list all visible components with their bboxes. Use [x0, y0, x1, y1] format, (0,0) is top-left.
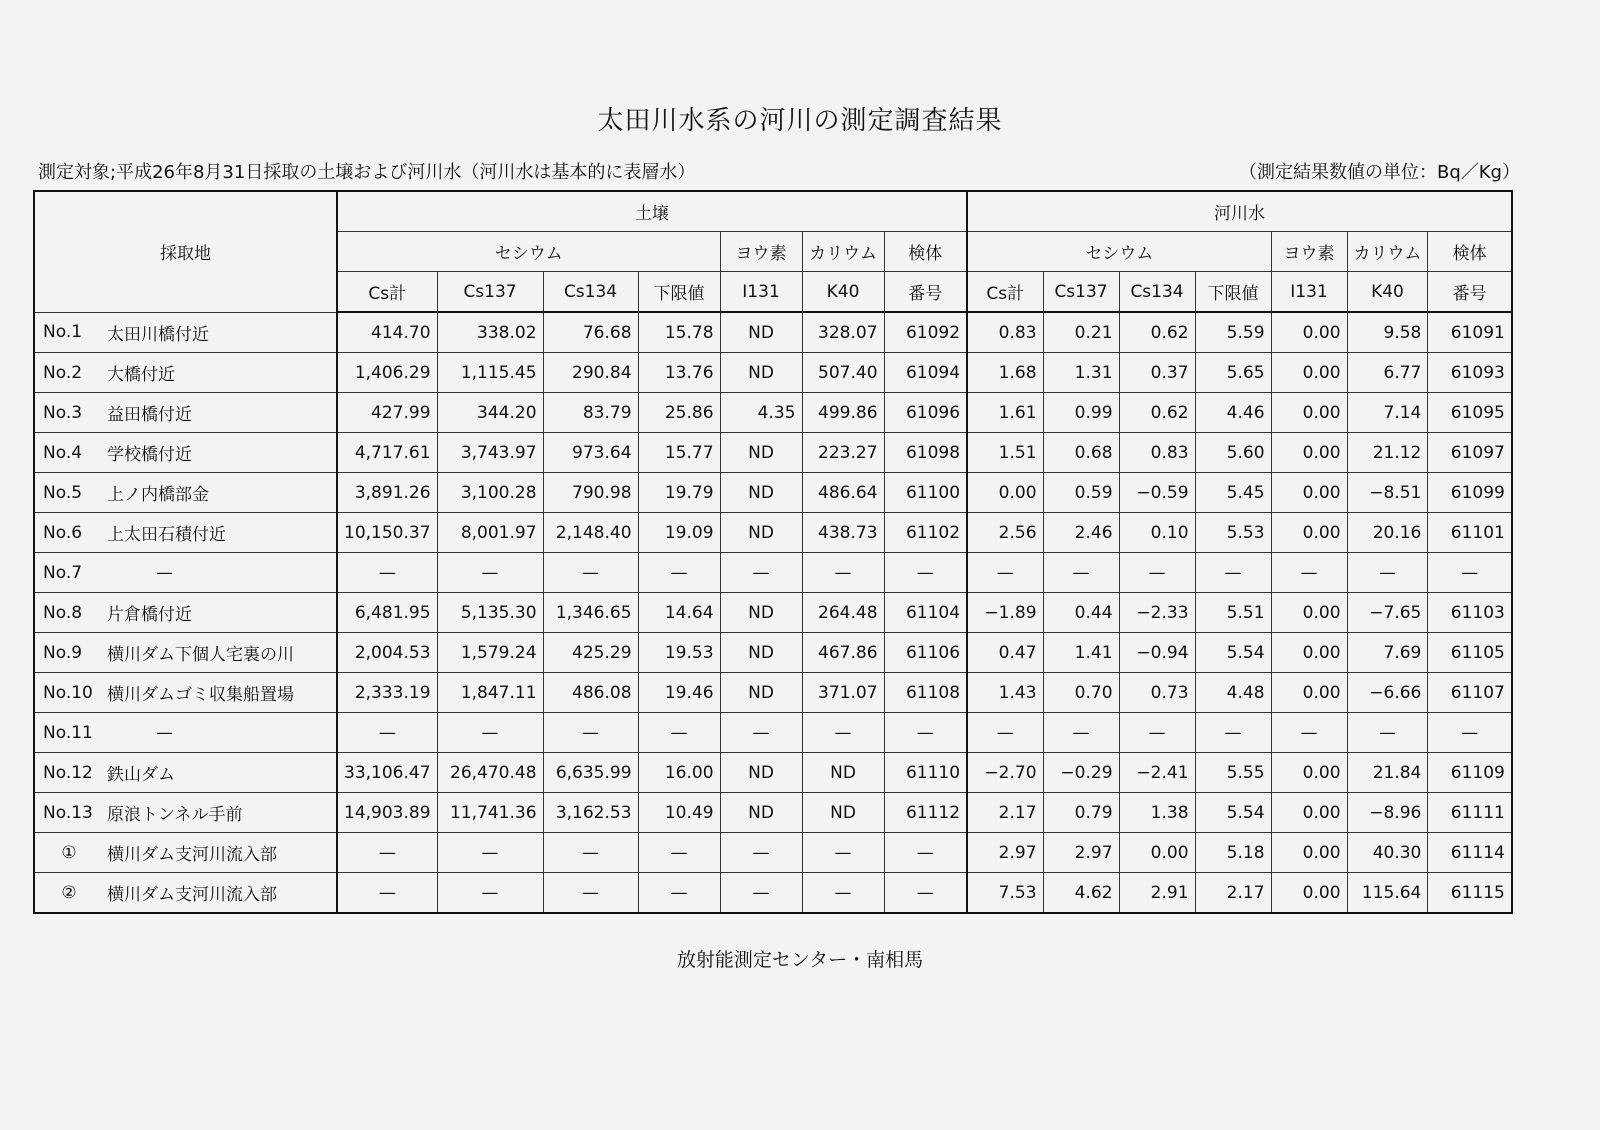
water-cell: 0.37 [1119, 353, 1195, 393]
water-cell: 115.64 [1347, 873, 1428, 914]
water-cell: 0.00 [1271, 473, 1347, 513]
water-cell: 0.00 [1271, 673, 1347, 713]
soil-cell: 499.86 [802, 393, 884, 433]
soil-cell: 10,150.37 [337, 513, 437, 553]
soil-cell: 790.98 [543, 473, 638, 513]
soil-cell: 14,903.89 [337, 793, 437, 833]
water-cell: — [1119, 553, 1195, 593]
row-site: 原浪トンネル手前 [101, 793, 337, 833]
soil-cell: ND [720, 793, 802, 833]
water-cell: 2.56 [967, 513, 1043, 553]
water-cell: −0.94 [1119, 633, 1195, 673]
water-cell: 1.43 [967, 673, 1043, 713]
water-cell: — [967, 553, 1043, 593]
water-cell: 4.48 [1195, 673, 1271, 713]
table-row [34, 312, 1512, 353]
row-number: No.6 [34, 513, 101, 553]
water-cell: 61109 [1428, 753, 1512, 793]
water-cell: 0.00 [967, 473, 1043, 513]
soil-cell: 2,148.40 [543, 513, 638, 553]
soil-cell: 19.79 [638, 473, 720, 513]
soil-cell: — [337, 833, 437, 873]
soil-cell: — [720, 873, 802, 914]
water-cell: 5.45 [1195, 473, 1271, 513]
soil-cell: — [802, 873, 884, 914]
soil-cell: 328.07 [802, 312, 884, 353]
soil-cell: 61104 [884, 593, 967, 633]
water-cell: 0.21 [1043, 312, 1119, 353]
water-cell: 61097 [1428, 433, 1512, 473]
soil-cell: — [437, 553, 543, 593]
table-row [34, 793, 1512, 833]
soil-cell: 61094 [884, 353, 967, 393]
row-number: No.11 [34, 713, 101, 753]
water-cell: — [967, 713, 1043, 753]
soil-cell: ND [802, 793, 884, 833]
row-site: — [101, 553, 337, 593]
soil-cell: 973.64 [543, 433, 638, 473]
water-cell: 61111 [1428, 793, 1512, 833]
soil-cell: — [543, 833, 638, 873]
table-row [34, 433, 1512, 473]
water-cell: — [1043, 553, 1119, 593]
soil-cell: 414.70 [337, 312, 437, 353]
header-soil-i131: I131 [720, 272, 802, 313]
water-cell: 2.17 [1195, 873, 1271, 914]
soil-cell: 10.49 [638, 793, 720, 833]
soil-cell: 61110 [884, 753, 967, 793]
water-cell: — [1271, 713, 1347, 753]
water-cell: 61114 [1428, 833, 1512, 873]
row-number: No.13 [34, 793, 101, 833]
soil-cell: — [337, 553, 437, 593]
water-cell: 21.12 [1347, 433, 1428, 473]
row-number: No.7 [34, 553, 101, 593]
water-cell: 0.00 [1271, 513, 1347, 553]
header-river-cs137: Cs137 [1043, 272, 1119, 313]
soil-cell: 11,741.36 [437, 793, 543, 833]
soil-cell: 371.07 [802, 673, 884, 713]
water-cell: −7.65 [1347, 593, 1428, 633]
soil-cell: 61108 [884, 673, 967, 713]
row-site: 横川ダム下個人宅裏の川 [101, 633, 337, 673]
table-row [34, 473, 1512, 513]
water-cell: — [1347, 553, 1428, 593]
table-row [34, 833, 1512, 873]
water-cell: 40.30 [1347, 833, 1428, 873]
soil-cell: 223.27 [802, 433, 884, 473]
water-cell: — [1428, 553, 1512, 593]
header-river-limit: 下限値 [1195, 272, 1271, 313]
water-cell: 0.79 [1043, 793, 1119, 833]
soil-cell: 425.29 [543, 633, 638, 673]
soil-cell: 61098 [884, 433, 967, 473]
soil-cell: 16.00 [638, 753, 720, 793]
page-title: 太田川水系の河川の測定調査結果 [597, 106, 1003, 136]
row-site: 片倉橋付近 [101, 593, 337, 633]
header-river-k40: K40 [1347, 272, 1428, 313]
measurement-subject: 測定対象;平成26年8月31日採取の土壌および河川水（河川水は基本的に表層水） [38, 162, 696, 183]
soil-cell: ND [720, 633, 802, 673]
row-site: 大橋付近 [101, 353, 337, 393]
water-cell: 20.16 [1347, 513, 1428, 553]
water-cell: 0.00 [1271, 753, 1347, 793]
header-river-number: 番号 [1428, 272, 1512, 313]
soil-cell: 5,135.30 [437, 593, 543, 633]
soil-cell: 3,100.28 [437, 473, 543, 513]
soil-cell: — [437, 873, 543, 914]
soil-cell: 4,717.61 [337, 433, 437, 473]
water-cell: −2.33 [1119, 593, 1195, 633]
water-cell: 0.99 [1043, 393, 1119, 433]
header-river: 河川水 [967, 191, 1512, 232]
header-soil-limit: 下限値 [638, 272, 720, 313]
soil-cell: 290.84 [543, 353, 638, 393]
soil-cell: ND [720, 753, 802, 793]
soil-cell: 15.78 [638, 312, 720, 353]
table-row [34, 633, 1512, 673]
soil-cell: 438.73 [802, 513, 884, 553]
table-row [34, 713, 1512, 753]
row-number: ② [34, 873, 101, 914]
soil-cell: 19.09 [638, 513, 720, 553]
water-cell: 61101 [1428, 513, 1512, 553]
header-river-cs-total: Cs計 [967, 272, 1043, 313]
water-cell: 0.00 [1119, 833, 1195, 873]
soil-cell: 61102 [884, 513, 967, 553]
soil-cell: ND [720, 673, 802, 713]
soil-cell: ND [720, 433, 802, 473]
water-cell: 0.47 [967, 633, 1043, 673]
soil-cell: — [638, 833, 720, 873]
soil-cell: 1,346.65 [543, 593, 638, 633]
table-row [34, 553, 1512, 593]
header-soil-cs-total: Cs計 [337, 272, 437, 313]
soil-cell: 3,743.97 [437, 433, 543, 473]
water-cell: 7.69 [1347, 633, 1428, 673]
water-cell: 61093 [1428, 353, 1512, 393]
water-cell: 9.58 [1347, 312, 1428, 353]
water-cell: 5.53 [1195, 513, 1271, 553]
water-cell: 5.18 [1195, 833, 1271, 873]
water-cell: 61103 [1428, 593, 1512, 633]
soil-cell: 83.79 [543, 393, 638, 433]
header-row-1 [34, 191, 1512, 232]
water-cell: — [1195, 553, 1271, 593]
water-cell: 2.97 [967, 833, 1043, 873]
water-cell: 21.84 [1347, 753, 1428, 793]
soil-cell: 344.20 [437, 393, 543, 433]
soil-cell: 13.76 [638, 353, 720, 393]
row-site: 横川ダム支河川流入部 [101, 873, 337, 914]
row-site: 横川ダムゴミ収集船置場 [101, 673, 337, 713]
water-cell: 5.59 [1195, 312, 1271, 353]
soil-cell: — [543, 713, 638, 753]
water-cell: 0.83 [1119, 433, 1195, 473]
table-row [34, 753, 1512, 793]
footer-organization: 放射能測定センター・南相馬 [676, 949, 924, 971]
row-site: 上太田石積付近 [101, 513, 337, 553]
row-site: — [101, 713, 337, 753]
water-cell: −2.41 [1119, 753, 1195, 793]
soil-cell: — [720, 713, 802, 753]
soil-cell: — [437, 833, 543, 873]
water-cell: — [1271, 553, 1347, 593]
soil-cell: 3,891.26 [337, 473, 437, 513]
water-cell: 4.62 [1043, 873, 1119, 914]
soil-cell: — [638, 553, 720, 593]
water-cell: −0.29 [1043, 753, 1119, 793]
header-river-iodine: ヨウ素 [1271, 232, 1347, 272]
water-cell: 0.00 [1271, 433, 1347, 473]
water-cell: 1.51 [967, 433, 1043, 473]
water-cell: 0.44 [1043, 593, 1119, 633]
soil-cell: — [884, 553, 967, 593]
soil-cell: 19.46 [638, 673, 720, 713]
soil-cell: — [802, 713, 884, 753]
water-cell: — [1195, 713, 1271, 753]
water-cell: 1.68 [967, 353, 1043, 393]
water-cell: 0.73 [1119, 673, 1195, 713]
water-cell: 0.00 [1271, 312, 1347, 353]
water-cell: 5.60 [1195, 433, 1271, 473]
water-cell: 2.97 [1043, 833, 1119, 873]
soil-cell: ND [802, 753, 884, 793]
header-river-i131: I131 [1271, 272, 1347, 313]
water-cell: — [1428, 713, 1512, 753]
water-cell: 0.00 [1271, 793, 1347, 833]
soil-cell: 61100 [884, 473, 967, 513]
table-row [34, 873, 1512, 914]
row-number: No.2 [34, 353, 101, 393]
water-cell: 0.00 [1271, 873, 1347, 914]
water-cell: −6.66 [1347, 673, 1428, 713]
water-cell: −0.59 [1119, 473, 1195, 513]
soil-cell: — [543, 553, 638, 593]
soil-cell: 14.64 [638, 593, 720, 633]
row-number: No.10 [34, 673, 101, 713]
soil-cell: 6,481.95 [337, 593, 437, 633]
soil-cell: 1,406.29 [337, 353, 437, 393]
header-soil-number: 番号 [884, 272, 967, 313]
water-cell: 0.00 [1271, 393, 1347, 433]
soil-cell: 61096 [884, 393, 967, 433]
table-row [34, 513, 1512, 553]
soil-cell: 264.48 [802, 593, 884, 633]
soil-cell: 486.64 [802, 473, 884, 513]
soil-cell: — [638, 713, 720, 753]
water-cell: 2.17 [967, 793, 1043, 833]
water-cell: −8.51 [1347, 473, 1428, 513]
water-cell: 5.54 [1195, 633, 1271, 673]
soil-cell: 33,106.47 [337, 753, 437, 793]
row-site: 太田川橋付近 [101, 312, 337, 353]
water-cell: 61105 [1428, 633, 1512, 673]
row-number: No.9 [34, 633, 101, 673]
soil-cell: 25.86 [638, 393, 720, 433]
water-cell: 61115 [1428, 873, 1512, 914]
water-cell: 0.00 [1271, 593, 1347, 633]
water-cell: 5.54 [1195, 793, 1271, 833]
soil-cell: 76.68 [543, 312, 638, 353]
soil-cell: — [543, 873, 638, 914]
soil-cell: — [884, 873, 967, 914]
soil-cell: 26,470.48 [437, 753, 543, 793]
soil-cell: 467.86 [802, 633, 884, 673]
water-cell: 0.00 [1271, 353, 1347, 393]
header-soil-cs137: Cs137 [437, 272, 543, 313]
water-cell: 1.31 [1043, 353, 1119, 393]
results-table [33, 190, 1513, 914]
soil-cell: 1,579.24 [437, 633, 543, 673]
header-river-cesium: セシウム [967, 232, 1271, 272]
header-soil-iodine: ヨウ素 [720, 232, 802, 272]
header-soil-k40: K40 [802, 272, 884, 313]
soil-cell: 486.08 [543, 673, 638, 713]
row-number: No.3 [34, 393, 101, 433]
header-soil-cesium: セシウム [337, 232, 720, 272]
row-site: 益田橋付近 [101, 393, 337, 433]
water-cell: 0.00 [1271, 833, 1347, 873]
water-cell: 5.65 [1195, 353, 1271, 393]
water-cell: 0.62 [1119, 312, 1195, 353]
water-cell: 0.70 [1043, 673, 1119, 713]
soil-cell: 2,333.19 [337, 673, 437, 713]
water-cell: 0.62 [1119, 393, 1195, 433]
soil-cell: — [720, 553, 802, 593]
soil-cell: ND [720, 473, 802, 513]
water-cell: 1.41 [1043, 633, 1119, 673]
water-cell: 2.46 [1043, 513, 1119, 553]
row-number: ① [34, 833, 101, 873]
header-soil-potassium: カリウム [802, 232, 884, 272]
soil-cell: ND [720, 312, 802, 353]
row-number: No.8 [34, 593, 101, 633]
soil-cell: 4.35 [720, 393, 802, 433]
water-cell: 6.77 [1347, 353, 1428, 393]
soil-cell: — [802, 553, 884, 593]
row-number: No.1 [34, 312, 101, 353]
soil-cell: ND [720, 353, 802, 393]
water-cell: 7.14 [1347, 393, 1428, 433]
soil-cell: ND [720, 593, 802, 633]
soil-cell: — [337, 713, 437, 753]
water-cell: 61091 [1428, 312, 1512, 353]
soil-cell: 1,115.45 [437, 353, 543, 393]
soil-cell: — [884, 713, 967, 753]
soil-cell: 6,635.99 [543, 753, 638, 793]
header-soil-cs134: Cs134 [543, 272, 638, 313]
water-cell: 0.59 [1043, 473, 1119, 513]
soil-cell: 61092 [884, 312, 967, 353]
water-cell: — [1347, 713, 1428, 753]
header-river-sample: 検体 [1428, 232, 1512, 272]
header-soil: 土壌 [337, 191, 967, 232]
water-cell: 5.55 [1195, 753, 1271, 793]
header-site: 採取地 [34, 191, 337, 312]
header-river-cs134: Cs134 [1119, 272, 1195, 313]
soil-cell: — [802, 833, 884, 873]
water-cell: −1.89 [967, 593, 1043, 633]
header-soil-sample: 検体 [884, 232, 967, 272]
water-cell: 61099 [1428, 473, 1512, 513]
water-cell: 61095 [1428, 393, 1512, 433]
row-site: 学校橋付近 [101, 433, 337, 473]
table-row [34, 353, 1512, 393]
soil-cell: 8,001.97 [437, 513, 543, 553]
soil-cell: 61112 [884, 793, 967, 833]
soil-cell: — [720, 833, 802, 873]
water-cell: 1.38 [1119, 793, 1195, 833]
soil-cell: 15.77 [638, 433, 720, 473]
soil-cell: — [337, 873, 437, 914]
water-cell: 61107 [1428, 673, 1512, 713]
table-row [34, 393, 1512, 433]
water-cell: — [1043, 713, 1119, 753]
soil-cell: 338.02 [437, 312, 543, 353]
row-number: No.12 [34, 753, 101, 793]
row-site: 上ノ内橋部金 [101, 473, 337, 513]
header-river-potassium: カリウム [1347, 232, 1428, 272]
water-cell: — [1119, 713, 1195, 753]
table-row [34, 593, 1512, 633]
water-cell: 7.53 [967, 873, 1043, 914]
water-cell: −8.96 [1347, 793, 1428, 833]
water-cell: 0.10 [1119, 513, 1195, 553]
soil-cell: 507.40 [802, 353, 884, 393]
water-cell: 0.68 [1043, 433, 1119, 473]
water-cell: 0.83 [967, 312, 1043, 353]
row-number: No.4 [34, 433, 101, 473]
soil-cell: 61106 [884, 633, 967, 673]
row-site: 鉄山ダム [101, 753, 337, 793]
water-cell: 1.61 [967, 393, 1043, 433]
row-number: No.5 [34, 473, 101, 513]
water-cell: 0.00 [1271, 633, 1347, 673]
row-site: 横川ダム支河川流入部 [101, 833, 337, 873]
table-row [34, 673, 1512, 713]
unit-note: （測定結果数値の単位：Bq／Kg） [1238, 162, 1520, 183]
soil-cell: 2,004.53 [337, 633, 437, 673]
soil-cell: — [884, 833, 967, 873]
water-cell: 2.91 [1119, 873, 1195, 914]
water-cell: −2.70 [967, 753, 1043, 793]
soil-cell: — [437, 713, 543, 753]
water-cell: 5.51 [1195, 593, 1271, 633]
soil-cell: ND [720, 513, 802, 553]
soil-cell: 3,162.53 [543, 793, 638, 833]
soil-cell: 1,847.11 [437, 673, 543, 713]
water-cell: 4.46 [1195, 393, 1271, 433]
soil-cell: — [638, 873, 720, 914]
soil-cell: 427.99 [337, 393, 437, 433]
soil-cell: 19.53 [638, 633, 720, 673]
